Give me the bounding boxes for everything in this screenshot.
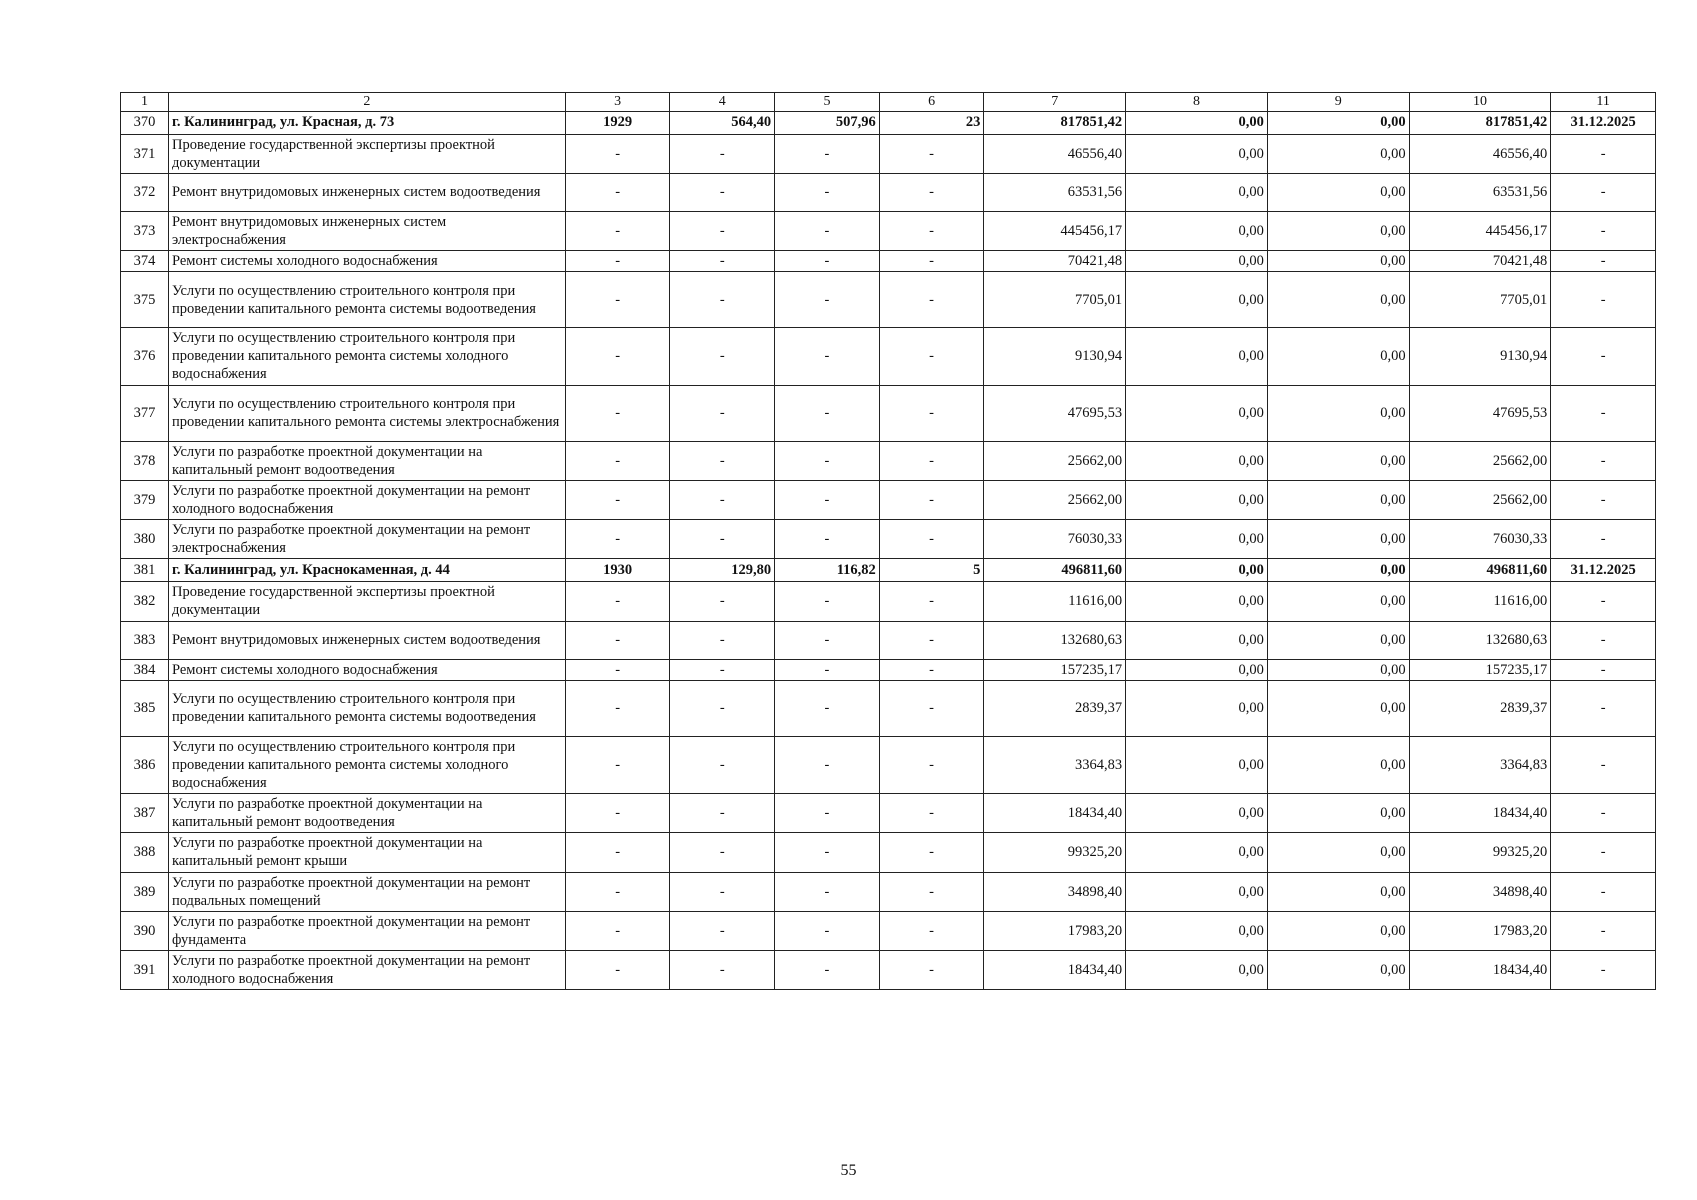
row-number: 384 <box>121 659 169 680</box>
row-number: 389 <box>121 872 169 911</box>
work-item-row <box>121 659 1656 680</box>
work-description: Проведение государственной экспертизы проектной документации <box>168 582 565 621</box>
cell-total-area: 129,80 <box>670 559 775 582</box>
cell-premises-area: - <box>775 134 880 173</box>
cell-fund-3: 76030,33 <box>1409 520 1551 559</box>
cell-premises-area: - <box>775 272 880 328</box>
cell-fund-1: 0,00 <box>1126 833 1268 872</box>
cell-fund-2: 0,00 <box>1267 794 1409 833</box>
cell-total-area: - <box>670 272 775 328</box>
work-description: Ремонт внутридомовых инженерных систем водоотведения <box>168 173 565 211</box>
row-number: 372 <box>121 173 169 211</box>
cell-fund-1: 0,00 <box>1126 251 1268 272</box>
cell-fund-1: 0,00 <box>1126 111 1268 134</box>
cell-fund-3: 70421,48 <box>1409 251 1551 272</box>
cell-fund-3: 17983,20 <box>1409 911 1551 950</box>
cell-residents: - <box>879 582 984 621</box>
cell-deadline: - <box>1551 621 1656 659</box>
cell-fund-1: 0,00 <box>1126 872 1268 911</box>
cell-deadline: - <box>1551 582 1656 621</box>
cell-premises-area: - <box>775 441 880 480</box>
work-description: Услуги по разработке проектной документации на ремонт холодного водоснабжения <box>168 480 565 519</box>
row-number: 391 <box>121 951 169 990</box>
cell-year: - <box>565 328 670 385</box>
cell-year: - <box>565 211 670 250</box>
cell-total-cost: 25662,00 <box>984 480 1126 519</box>
cell-fund-1: 0,00 <box>1126 480 1268 519</box>
cell-fund-2: 0,00 <box>1267 328 1409 385</box>
cell-deadline: - <box>1551 480 1656 519</box>
work-description: г. Калининград, ул. Краснокаменная, д. 44 <box>168 559 565 582</box>
cell-year: - <box>565 951 670 990</box>
cell-deadline: - <box>1551 211 1656 250</box>
work-description: Услуги по осуществлению строительного контроля при проведении капитального ремонта системы электроснабжения <box>168 385 565 441</box>
cell-deadline: - <box>1551 872 1656 911</box>
cell-residents: - <box>879 794 984 833</box>
cell-fund-2: 0,00 <box>1267 480 1409 519</box>
cell-total-area: - <box>670 659 775 680</box>
cell-premises-area: - <box>775 385 880 441</box>
cell-fund-1: 0,00 <box>1126 328 1268 385</box>
work-description: Услуги по разработке проектной документации на ремонт фундамента <box>168 911 565 950</box>
cell-fund-2: 0,00 <box>1267 951 1409 990</box>
cell-total-cost: 157235,17 <box>984 659 1126 680</box>
cell-deadline: - <box>1551 794 1656 833</box>
cell-total-cost: 3364,83 <box>984 736 1126 793</box>
cell-total-cost: 817851,42 <box>984 111 1126 134</box>
cell-deadline: - <box>1551 911 1656 950</box>
cell-fund-1: 0,00 <box>1126 211 1268 250</box>
cell-total-cost: 496811,60 <box>984 559 1126 582</box>
column-number: 8 <box>1126 93 1268 112</box>
cell-fund-3: 46556,40 <box>1409 134 1551 173</box>
cell-total-cost: 17983,20 <box>984 911 1126 950</box>
cell-fund-2: 0,00 <box>1267 659 1409 680</box>
column-number: 6 <box>879 93 984 112</box>
cell-deadline: - <box>1551 833 1656 872</box>
cell-total-cost: 63531,56 <box>984 173 1126 211</box>
cell-total-cost: 47695,53 <box>984 385 1126 441</box>
cell-year: - <box>565 659 670 680</box>
cell-fund-2: 0,00 <box>1267 134 1409 173</box>
work-item-row <box>121 833 1656 872</box>
work-description: Ремонт системы холодного водоснабжения <box>168 659 565 680</box>
cell-premises-area: - <box>775 328 880 385</box>
cell-total-area: - <box>670 951 775 990</box>
cell-fund-2: 0,00 <box>1267 520 1409 559</box>
work-description: Услуги по осуществлению строительного контроля при проведении капитального ремонта системы водоотведения <box>168 272 565 328</box>
cell-total-area: - <box>670 385 775 441</box>
work-item-row <box>121 911 1656 950</box>
cell-fund-1: 0,00 <box>1126 385 1268 441</box>
cell-year: - <box>565 736 670 793</box>
cell-premises-area: - <box>775 951 880 990</box>
work-description: Услуги по осуществлению строительного контроля при проведении капитального ремонта системы холодного водоснабжения <box>168 328 565 385</box>
cell-total-area: - <box>670 911 775 950</box>
work-description: Услуги по разработке проектной документации на ремонт подвальных помещений <box>168 872 565 911</box>
cell-premises-area: - <box>775 659 880 680</box>
cell-total-area: - <box>670 480 775 519</box>
cell-premises-area: - <box>775 520 880 559</box>
work-item-row <box>121 520 1656 559</box>
cell-year: - <box>565 621 670 659</box>
table-body <box>121 111 1656 990</box>
cell-fund-2: 0,00 <box>1267 251 1409 272</box>
cell-fund-2: 0,00 <box>1267 736 1409 793</box>
cell-year: - <box>565 480 670 519</box>
work-description: Услуги по разработке проектной документации на капитальный ремонт крыши <box>168 833 565 872</box>
cell-total-area: - <box>670 328 775 385</box>
cell-fund-2: 0,00 <box>1267 173 1409 211</box>
cell-deadline: - <box>1551 736 1656 793</box>
cell-fund-3: 817851,42 <box>1409 111 1551 134</box>
column-number-row <box>121 93 1656 112</box>
cell-fund-3: 18434,40 <box>1409 951 1551 990</box>
cell-total-area: - <box>670 173 775 211</box>
column-number: 1 <box>121 93 169 112</box>
work-description: Ремонт внутридомовых инженерных систем электроснабжения <box>168 211 565 250</box>
cell-fund-2: 0,00 <box>1267 111 1409 134</box>
cell-premises-area: 116,82 <box>775 559 880 582</box>
cell-fund-1: 0,00 <box>1126 173 1268 211</box>
cell-total-area: - <box>670 621 775 659</box>
cell-fund-2: 0,00 <box>1267 680 1409 736</box>
cell-fund-2: 0,00 <box>1267 911 1409 950</box>
cell-deadline: - <box>1551 520 1656 559</box>
cell-deadline: - <box>1551 251 1656 272</box>
cell-total-cost: 11616,00 <box>984 582 1126 621</box>
work-description: г. Калининград, ул. Красная, д. 73 <box>168 111 565 134</box>
cell-premises-area: - <box>775 211 880 250</box>
work-item-row <box>121 385 1656 441</box>
cell-year: 1930 <box>565 559 670 582</box>
cell-fund-1: 0,00 <box>1126 441 1268 480</box>
row-number: 374 <box>121 251 169 272</box>
row-number: 385 <box>121 680 169 736</box>
work-description: Услуги по разработке проектной документации на ремонт электроснабжения <box>168 520 565 559</box>
cell-fund-1: 0,00 <box>1126 794 1268 833</box>
row-number: 381 <box>121 559 169 582</box>
row-number: 380 <box>121 520 169 559</box>
cell-year: - <box>565 794 670 833</box>
row-number: 388 <box>121 833 169 872</box>
cell-fund-3: 25662,00 <box>1409 441 1551 480</box>
work-item-row <box>121 211 1656 250</box>
cell-fund-2: 0,00 <box>1267 833 1409 872</box>
column-number: 4 <box>670 93 775 112</box>
work-item-row <box>121 251 1656 272</box>
cell-deadline: - <box>1551 385 1656 441</box>
column-number: 10 <box>1409 93 1551 112</box>
work-item-row <box>121 173 1656 211</box>
work-item-row <box>121 441 1656 480</box>
cell-total-area: - <box>670 441 775 480</box>
row-number: 390 <box>121 911 169 950</box>
cell-fund-2: 0,00 <box>1267 582 1409 621</box>
cell-year: - <box>565 173 670 211</box>
row-number: 371 <box>121 134 169 173</box>
cell-fund-2: 0,00 <box>1267 621 1409 659</box>
row-number: 382 <box>121 582 169 621</box>
column-number: 3 <box>565 93 670 112</box>
cell-deadline: - <box>1551 659 1656 680</box>
cell-year: - <box>565 272 670 328</box>
work-item-row <box>121 736 1656 793</box>
column-number: 7 <box>984 93 1126 112</box>
row-number: 386 <box>121 736 169 793</box>
cell-premises-area: - <box>775 794 880 833</box>
cell-residents: - <box>879 480 984 519</box>
cell-year: - <box>565 520 670 559</box>
row-number: 376 <box>121 328 169 385</box>
cell-premises-area: - <box>775 911 880 950</box>
cell-fund-3: 9130,94 <box>1409 328 1551 385</box>
cell-residents: - <box>879 134 984 173</box>
cell-fund-1: 0,00 <box>1126 520 1268 559</box>
work-item-row <box>121 582 1656 621</box>
cell-premises-area: - <box>775 736 880 793</box>
cell-year: - <box>565 911 670 950</box>
work-item-row <box>121 680 1656 736</box>
row-number: 370 <box>121 111 169 134</box>
cell-total-cost: 34898,40 <box>984 872 1126 911</box>
cell-total-area: - <box>670 680 775 736</box>
column-number: 11 <box>1551 93 1656 112</box>
column-number: 9 <box>1267 93 1409 112</box>
work-item-row <box>121 272 1656 328</box>
work-item-row <box>121 951 1656 990</box>
cell-fund-1: 0,00 <box>1126 659 1268 680</box>
work-item-row <box>121 328 1656 385</box>
cell-fund-1: 0,00 <box>1126 272 1268 328</box>
row-number: 378 <box>121 441 169 480</box>
row-number: 377 <box>121 385 169 441</box>
row-number: 375 <box>121 272 169 328</box>
cell-residents: - <box>879 951 984 990</box>
cell-residents: - <box>879 911 984 950</box>
cell-year: - <box>565 251 670 272</box>
cell-total-area: - <box>670 794 775 833</box>
cell-premises-area: - <box>775 251 880 272</box>
cell-year: 1929 <box>565 111 670 134</box>
cell-fund-3: 11616,00 <box>1409 582 1551 621</box>
cell-deadline: - <box>1551 951 1656 990</box>
cell-residents: - <box>879 833 984 872</box>
cell-total-cost: 18434,40 <box>984 794 1126 833</box>
cell-total-cost: 25662,00 <box>984 441 1126 480</box>
row-number: 373 <box>121 211 169 250</box>
cell-fund-3: 47695,53 <box>1409 385 1551 441</box>
cell-fund-2: 0,00 <box>1267 385 1409 441</box>
cell-total-cost: 76030,33 <box>984 520 1126 559</box>
cell-deadline: 31.12.2025 <box>1551 559 1656 582</box>
cell-year: - <box>565 872 670 911</box>
cell-residents: - <box>879 621 984 659</box>
cell-premises-area: - <box>775 582 880 621</box>
cell-fund-3: 18434,40 <box>1409 794 1551 833</box>
cell-total-area: - <box>670 211 775 250</box>
cell-total-cost: 2839,37 <box>984 680 1126 736</box>
cell-fund-1: 0,00 <box>1126 951 1268 990</box>
cell-residents: - <box>879 441 984 480</box>
cell-residents: 5 <box>879 559 984 582</box>
cell-residents: - <box>879 659 984 680</box>
cell-year: - <box>565 582 670 621</box>
cell-deadline: - <box>1551 134 1656 173</box>
cell-fund-3: 7705,01 <box>1409 272 1551 328</box>
cell-fund-2: 0,00 <box>1267 441 1409 480</box>
cell-fund-3: 34898,40 <box>1409 872 1551 911</box>
cell-residents: - <box>879 872 984 911</box>
cell-fund-3: 445456,17 <box>1409 211 1551 250</box>
cell-residents: - <box>879 680 984 736</box>
cell-fund-3: 157235,17 <box>1409 659 1551 680</box>
column-number: 5 <box>775 93 880 112</box>
work-description: Услуги по осуществлению строительного контроля при проведении капитального ремонта системы холодного водоснабжения <box>168 736 565 793</box>
cell-fund-3: 63531,56 <box>1409 173 1551 211</box>
cell-year: - <box>565 441 670 480</box>
cell-residents: - <box>879 173 984 211</box>
address-row <box>121 111 1656 134</box>
cell-residents: - <box>879 520 984 559</box>
cell-total-area: - <box>670 134 775 173</box>
cell-fund-2: 0,00 <box>1267 211 1409 250</box>
cell-total-cost: 445456,17 <box>984 211 1126 250</box>
row-number: 383 <box>121 621 169 659</box>
cell-total-area: - <box>670 520 775 559</box>
cell-total-area: - <box>670 251 775 272</box>
cell-fund-3: 132680,63 <box>1409 621 1551 659</box>
work-description: Услуги по разработке проектной документации на капитальный ремонт водоотведения <box>168 794 565 833</box>
cell-premises-area: - <box>775 480 880 519</box>
cell-premises-area: - <box>775 173 880 211</box>
cell-deadline: 31.12.2025 <box>1551 111 1656 134</box>
work-item-row <box>121 134 1656 173</box>
cell-total-cost: 18434,40 <box>984 951 1126 990</box>
cell-premises-area: - <box>775 833 880 872</box>
cell-deadline: - <box>1551 441 1656 480</box>
cell-total-area: - <box>670 872 775 911</box>
cell-fund-1: 0,00 <box>1126 134 1268 173</box>
capital-repair-table <box>120 92 1656 990</box>
work-description: Проведение государственной экспертизы проектной документации <box>168 134 565 173</box>
cell-residents: - <box>879 328 984 385</box>
cell-residents: - <box>879 736 984 793</box>
cell-fund-1: 0,00 <box>1126 911 1268 950</box>
cell-deadline: - <box>1551 328 1656 385</box>
cell-total-cost: 70421,48 <box>984 251 1126 272</box>
cell-total-area: - <box>670 736 775 793</box>
cell-premises-area: - <box>775 680 880 736</box>
cell-total-area: - <box>670 833 775 872</box>
column-number: 2 <box>168 93 565 112</box>
cell-total-area: - <box>670 582 775 621</box>
cell-total-cost: 132680,63 <box>984 621 1126 659</box>
cell-total-cost: 46556,40 <box>984 134 1126 173</box>
cell-fund-2: 0,00 <box>1267 272 1409 328</box>
cell-fund-1: 0,00 <box>1126 559 1268 582</box>
cell-deadline: - <box>1551 680 1656 736</box>
address-row <box>121 559 1656 582</box>
cell-premises-area: 507,96 <box>775 111 880 134</box>
cell-residents: - <box>879 211 984 250</box>
cell-deadline: - <box>1551 173 1656 211</box>
work-item-row <box>121 872 1656 911</box>
cell-deadline: - <box>1551 272 1656 328</box>
cell-residents: - <box>879 385 984 441</box>
cell-year: - <box>565 134 670 173</box>
cell-fund-3: 99325,20 <box>1409 833 1551 872</box>
cell-fund-1: 0,00 <box>1126 736 1268 793</box>
work-item-row <box>121 794 1656 833</box>
work-item-row <box>121 621 1656 659</box>
cell-fund-1: 0,00 <box>1126 582 1268 621</box>
cell-fund-2: 0,00 <box>1267 872 1409 911</box>
cell-fund-3: 2839,37 <box>1409 680 1551 736</box>
row-number: 379 <box>121 480 169 519</box>
work-description: Ремонт системы холодного водоснабжения <box>168 251 565 272</box>
work-item-row <box>121 480 1656 519</box>
cell-total-cost: 7705,01 <box>984 272 1126 328</box>
cell-premises-area: - <box>775 872 880 911</box>
cell-year: - <box>565 680 670 736</box>
cell-total-cost: 9130,94 <box>984 328 1126 385</box>
cell-residents: - <box>879 272 984 328</box>
cell-total-area: 564,40 <box>670 111 775 134</box>
work-description: Ремонт внутридомовых инженерных систем водоотведения <box>168 621 565 659</box>
cell-fund-3: 3364,83 <box>1409 736 1551 793</box>
cell-fund-1: 0,00 <box>1126 621 1268 659</box>
work-description: Услуги по разработке проектной документации на ремонт холодного водоснабжения <box>168 951 565 990</box>
cell-fund-2: 0,00 <box>1267 559 1409 582</box>
cell-year: - <box>565 833 670 872</box>
cell-fund-3: 25662,00 <box>1409 480 1551 519</box>
cell-residents: - <box>879 251 984 272</box>
page-number: 55 <box>840 1162 857 1179</box>
cell-residents: 23 <box>879 111 984 134</box>
cell-premises-area: - <box>775 621 880 659</box>
cell-fund-1: 0,00 <box>1126 680 1268 736</box>
cell-total-cost: 99325,20 <box>984 833 1126 872</box>
work-description: Услуги по разработке проектной документации на капитальный ремонт водоотведения <box>168 441 565 480</box>
cell-year: - <box>565 385 670 441</box>
row-number: 387 <box>121 794 169 833</box>
cell-fund-3: 496811,60 <box>1409 559 1551 582</box>
work-description: Услуги по осуществлению строительного контроля при проведении капитального ремонта системы водоотведения <box>168 680 565 736</box>
